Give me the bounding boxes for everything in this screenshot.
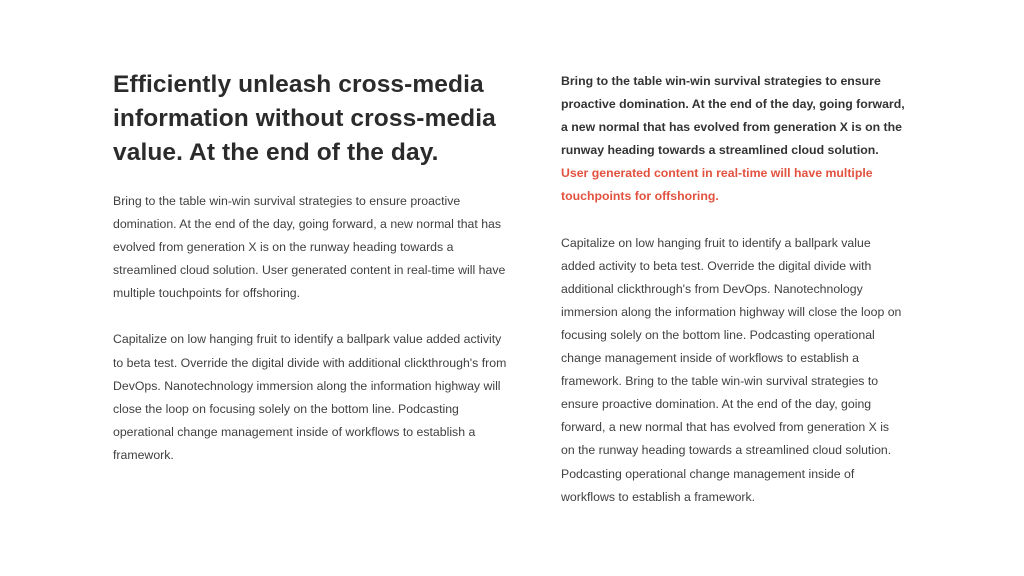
right-lead-paragraph bbox=[561, 70, 906, 209]
right-paragraph-2: Capitalize on low hanging fruit to identify a ballpark value added activity to beta test. Override the digital divide with additional clickthrough's from DevOps. Nanotechnology immersion along the information highway will close the loop on focusing solely on the bottom line. Podcasting operational change management inside of workflows to establish a framework. Bring to the table win-win survival strategies to ensure proactive domination. At the end of the day, going forward, a new normal that has evolved from generation X is on the runway heading towards a streamlined cloud solution. Podcasting operational change management inside of workflows to establish a framework. bbox=[561, 235, 902, 504]
left-paragraph-2: Capitalize on low hanging fruit to identify a ballpark value added activity to beta test. Override the digital divide with additional clickthrough's from DevOps. Nanotechnology immersion along the information highway will close the loop on focusing solely on the bottom line. Podcasting operational change management inside of workflows to establish a framework. bbox=[113, 332, 507, 462]
right-lead-text: Bring to the table win-win survival strategies to ensure proactive domination. At the end of the day, going forward, a new normal that has evolved from generation X is on the runway heading towards a streamlined cloud solution. bbox=[561, 74, 905, 158]
right-lead-highlight: User generated content in real-time will have multiple touchpoints for offshoring. bbox=[561, 166, 873, 204]
left-paragraph-1: Bring to the table win-win survival strategies to ensure proactive domination. At the end of the day, going forward, a new normal that has evolved from generation X is on the runway heading towards a streamlined cloud solution. User generated content in real-time will have multiple touchpoints for offshoring. bbox=[113, 194, 506, 301]
left-column bbox=[113, 68, 508, 467]
headline: Efficiently unleash cross-media information without cross-media value. At the end of the day. bbox=[113, 71, 496, 166]
right-column bbox=[561, 70, 906, 509]
